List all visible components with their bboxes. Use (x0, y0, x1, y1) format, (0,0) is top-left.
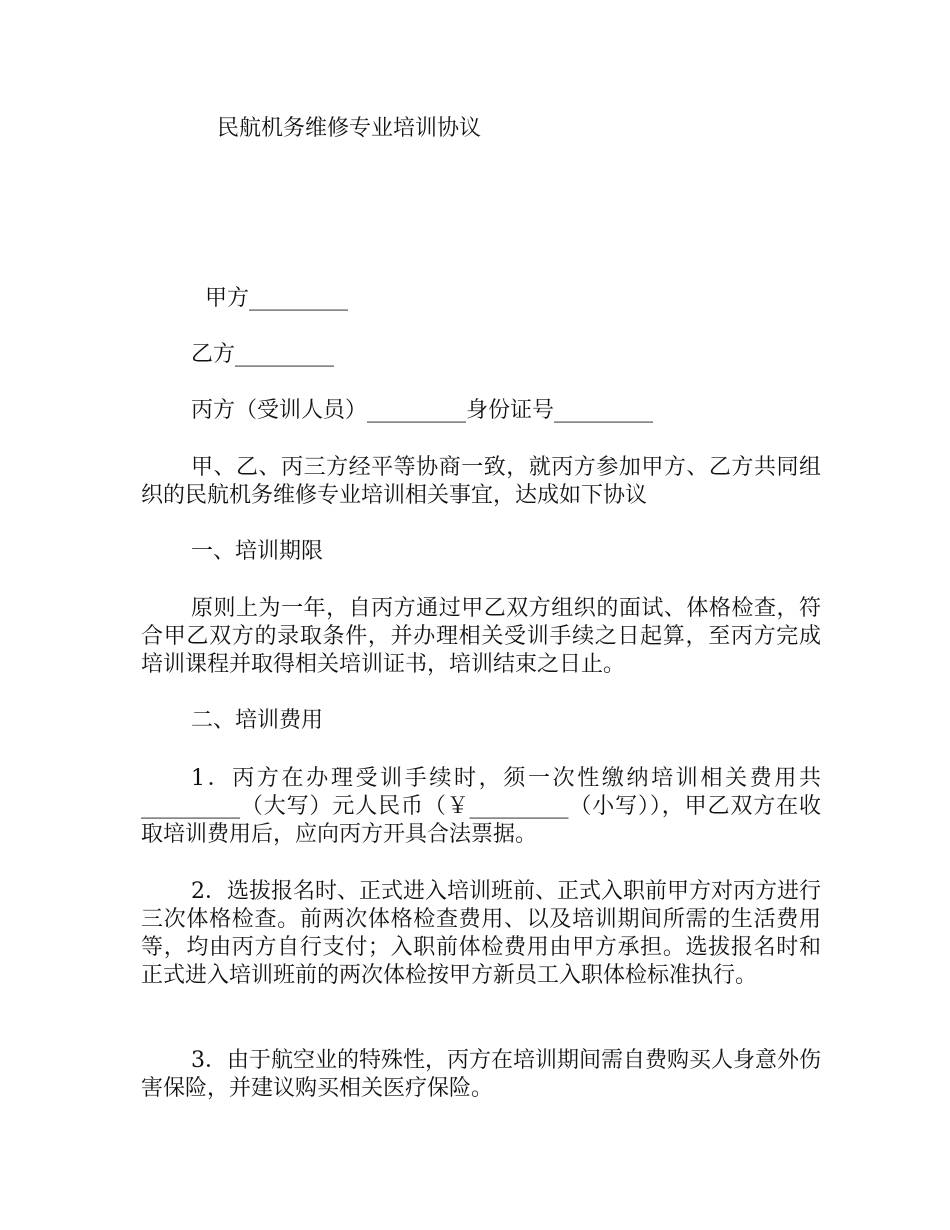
document-title: 民航机务维修专业培训协议 (217, 116, 482, 141)
section1-paragraph: 原则上为一年，自丙方通过甲乙双方组织的面试、体格检查，符合甲乙双方的录取条件，并办理相关受训手续之日起算，至丙方完成培训课程并取得相关培训证书，培训结束之日止。 (141, 596, 821, 677)
intro-paragraph: 甲、乙、丙三方经平等协商一致，就丙方参加甲方、乙方共同组织的民航机务维修专业培训相关事宜，达成如下协议 (141, 455, 821, 508)
party-c-line: 丙方（受训人员）_________身份证号_________ (191, 398, 654, 423)
section2-heading: 二、培训费用 (191, 708, 324, 733)
party-b-line: 乙方_________ (191, 342, 335, 367)
party-a-line: 甲方_________ (205, 286, 349, 311)
clause-2-paragraph: 2．选拔报名时、正式进入培训班前、正式入职前甲方对丙方进行三次体格检查。前两次体格检查费用、以及培训期间所需的生活费用等，均由丙方自行支付；入职前体检费用由甲方承担。选拔报名时和正式进入培训班前的两次体检按甲方新员工入职体检标准执行。 (141, 879, 821, 988)
clause-1-paragraph: 1．丙方在办理受训手续时，须一次性缴纳培训相关费用共_________（大写）元人民币（￥_________（小写）），甲乙双方在收取培训费用后，应向丙方开具合法票据。 (141, 766, 821, 847)
clause-3-paragraph: 3．由于航空业的特殊性，丙方在培训期间需自费购买人身意外伤害保险，并建议购买相关医疗保险。 (141, 1048, 821, 1101)
section1-heading: 一、培训期限 (191, 539, 324, 564)
